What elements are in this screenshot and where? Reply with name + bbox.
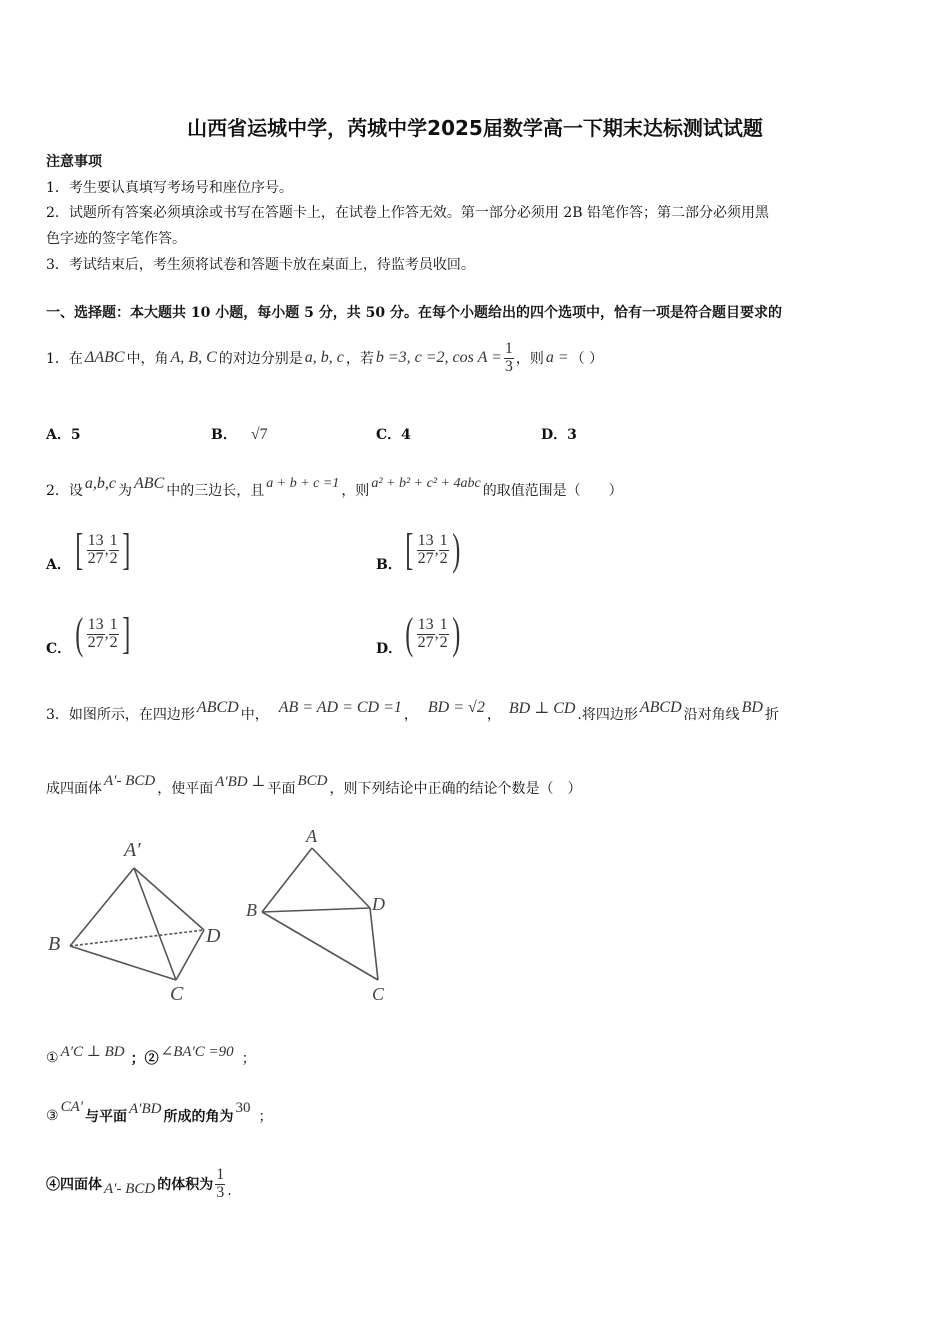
frac-num: 13 xyxy=(87,615,104,633)
q2-text: ，则 xyxy=(341,483,370,499)
q2-option-a-label[interactable]: A． xyxy=(46,557,71,573)
frac-num: 1 xyxy=(109,615,118,633)
tetrahedron-figure xyxy=(70,868,204,980)
frac-num: 13 xyxy=(417,531,434,549)
vertex-label: D xyxy=(206,925,221,947)
statement-2-expr: ∠BA′C =90 xyxy=(160,1043,234,1060)
q1-sides: a, b, c xyxy=(304,349,344,366)
q3-text: 沿对角线 xyxy=(683,707,740,723)
q2-text: 中的三边长，且 xyxy=(166,483,265,499)
option-value: √7 xyxy=(250,426,268,443)
quadrilateral-figure xyxy=(262,848,378,980)
statement-end: ； xyxy=(241,1051,256,1067)
q2-text: 的取值范围是（ ） xyxy=(482,483,623,499)
fraction xyxy=(109,533,119,568)
frac-den: 2 xyxy=(109,549,118,567)
notice-heading: 注意事项 xyxy=(46,154,102,170)
question-1 xyxy=(46,336,603,380)
q1-triangle: ΔABC xyxy=(84,349,125,366)
q3-cond-1: AB = AD = CD =1 xyxy=(278,699,402,716)
q2-condition: a + b + c =1 xyxy=(266,476,340,491)
option-label: B． xyxy=(211,427,237,443)
frac-den: 27 xyxy=(417,633,434,651)
edge-bd-hidden xyxy=(70,930,204,946)
q1-frac-den: 3 xyxy=(504,357,513,375)
q1-text: 的对边分别是 xyxy=(218,351,303,367)
option-value: 3 xyxy=(567,427,577,443)
frac-den: 2 xyxy=(439,633,448,651)
q3-text: 成四面体 xyxy=(46,781,102,797)
q3-cond-2: BD = √2 xyxy=(427,699,485,716)
q2-option-d-interval: ( $\frac{13}{27}$ , $\frac{1}{2}$ ) xyxy=(405,609,461,658)
notice-item-1: 1．考生要认真填写考场号和座位序号。 xyxy=(46,180,293,196)
option-value: 5 xyxy=(70,427,81,443)
vertex-label: C xyxy=(170,983,184,1005)
section-heading: 一、选择题：本大题共 10 小题，每小题 5 分，共 50 分。在每个小题给出的四个选项中，恰有一项是符合题目要求的 xyxy=(46,305,782,321)
q1-ask: a = xyxy=(545,349,569,366)
q1-text: ，则 xyxy=(515,351,544,367)
q3-text: 中， xyxy=(240,707,269,723)
q2-text: 为 xyxy=(118,483,133,499)
q3-plane-1: A′BD ⊥ xyxy=(215,773,266,790)
q3-text: ， xyxy=(403,707,418,723)
fraction xyxy=(87,533,105,568)
edge-ac xyxy=(134,868,176,980)
bracket: ] xyxy=(121,609,131,658)
edge-ab xyxy=(262,848,312,912)
edge-ab xyxy=(70,868,134,946)
statement-3 xyxy=(46,1096,272,1136)
q2-triangle: ABC xyxy=(134,475,165,492)
q3-text: 折 xyxy=(764,707,779,723)
q3-quad-2: ABCD xyxy=(639,699,682,716)
vertex-label: D xyxy=(372,894,385,914)
statement-text: 的体积为 xyxy=(157,1177,214,1193)
edge-bc xyxy=(70,946,176,980)
bracket: ] xyxy=(121,525,131,574)
notice-item-2-cont: 色字迹的签字笔作答。 xyxy=(46,231,186,247)
q1-option-a[interactable] xyxy=(46,424,81,444)
q1-text: 中，角 xyxy=(126,351,169,367)
vertex-label: C xyxy=(372,984,385,1004)
fraction xyxy=(417,533,435,568)
statement-mark: ④四面体 xyxy=(46,1177,102,1193)
statement-4-fraction xyxy=(215,1167,225,1202)
edge-dc xyxy=(370,908,378,980)
q1-paren: （ ） xyxy=(570,351,604,367)
statement-text: 所成的角为 xyxy=(163,1109,234,1125)
statement-4 xyxy=(46,1156,232,1212)
q1-angles: A, B, C xyxy=(170,349,217,366)
option-label: A． xyxy=(46,427,71,443)
bracket: ( xyxy=(75,609,84,658)
q3-text: .将四边形 xyxy=(577,707,638,723)
bracket: ( xyxy=(405,609,414,658)
frac-num: 1 xyxy=(216,1165,225,1183)
frac-den: 2 xyxy=(439,549,448,567)
q2-num: 2．设 xyxy=(46,483,83,499)
bracket: [ xyxy=(405,525,414,574)
bracket: [ xyxy=(75,525,84,574)
q2-option-c-interval: ( $\frac{13}{27}$ , $\frac{1}{2}$ ] xyxy=(75,609,131,658)
bracket: ) xyxy=(451,609,461,658)
statement-end: . xyxy=(227,1183,232,1199)
question-2 xyxy=(46,470,623,510)
statement-end: ； xyxy=(258,1109,273,1125)
frac-num: 13 xyxy=(417,615,434,633)
vertex-label: B xyxy=(48,933,61,955)
statement-4-expr: A′- BCD xyxy=(104,1180,156,1197)
option-label: C． xyxy=(376,427,402,443)
frac-den: 27 xyxy=(87,633,104,651)
statement-1-2 xyxy=(46,1038,256,1078)
statement-text: 与平面 xyxy=(85,1109,128,1125)
q1-conditions: b =3, c =2, cos A = xyxy=(375,349,502,366)
statement-3-plane: A′BD xyxy=(129,1100,162,1117)
statement-mark: ① xyxy=(46,1050,59,1066)
fraction xyxy=(439,533,449,568)
question-3-line-2 xyxy=(46,768,582,808)
q1-num: 1．在 xyxy=(46,351,83,367)
frac-den: 2 xyxy=(109,633,118,651)
frac-num: 1 xyxy=(439,615,448,633)
fraction xyxy=(417,617,435,652)
q1-fraction xyxy=(504,341,514,376)
edge-bd xyxy=(262,908,370,912)
page-title: 山西省运城中学，芮城中学2025届数学高一下期末达标测试试题 xyxy=(187,116,763,140)
frac-num: 1 xyxy=(109,531,118,549)
q3-diagonal: BD xyxy=(741,699,763,716)
option-label: D． xyxy=(541,427,568,443)
notice-item-3: 3．考试结束后，考生须将试卷和答题卡放在桌面上，待监考员收回。 xyxy=(46,257,475,273)
question-3 xyxy=(46,694,779,734)
frac-den: 27 xyxy=(417,549,434,567)
q3-text: ，使平面 xyxy=(157,781,214,797)
q1-frac-num: 1 xyxy=(504,339,513,357)
q3-text: 平面 xyxy=(267,781,296,797)
q1-option-b[interactable] xyxy=(211,414,268,444)
frac-den: 3 xyxy=(216,1183,225,1201)
q3-tetrahedron: A′- BCD xyxy=(104,772,156,789)
q2-option-d-label[interactable]: D． xyxy=(376,641,403,657)
bracket: ) xyxy=(451,525,461,574)
q1-text: ，若 xyxy=(345,351,374,367)
vertex-label: A′ xyxy=(124,839,141,861)
q3-text: ，则下列结论中正确的结论个数是（ ） xyxy=(329,781,582,797)
notice-item-2: 2．试题所有答案必须填涂或书写在答题卡上，在试卷上作答无效。第一部分必须用 2B 铅笔作答；第二部分必须用黑 xyxy=(46,205,769,221)
fraction xyxy=(439,617,449,652)
frac-den: 27 xyxy=(87,549,104,567)
edge-dc xyxy=(176,930,204,980)
frac-num: 1 xyxy=(439,531,448,549)
vertex-label: B xyxy=(246,900,257,920)
vertex-label: A xyxy=(306,826,317,846)
fraction xyxy=(87,617,105,652)
statement-3-expr: CA′ xyxy=(60,1098,84,1115)
q1-option-c[interactable] xyxy=(376,424,411,444)
q2-option-c-label[interactable]: C． xyxy=(46,641,72,657)
edge-ad xyxy=(134,868,204,930)
q2-option-a-interval: [ $\frac{13}{27}$ , $\frac{1}{2}$ ] xyxy=(75,525,131,574)
q2-vars: a,b,c xyxy=(84,475,117,492)
q2-expression: a² + b² + c² + 4abc xyxy=(371,476,481,491)
q3-quad: ABCD xyxy=(196,699,239,716)
q3-text: ， xyxy=(486,707,501,723)
statement-3-angle: 30 xyxy=(235,1099,251,1116)
option-value: 4 xyxy=(401,427,411,443)
frac-num: 13 xyxy=(87,531,104,549)
fraction xyxy=(109,617,119,652)
q3-plane-2: BCD xyxy=(297,772,328,789)
q3-figures xyxy=(40,820,420,1010)
q1-option-d[interactable] xyxy=(541,424,577,444)
statement-1-expr: A′C ⊥ BD xyxy=(60,1043,125,1060)
statement-sep: ；② xyxy=(130,1051,159,1067)
q2-option-b-interval: [ $\frac{13}{27}$ , $\frac{1}{2}$ ) xyxy=(405,525,461,574)
edge-ad xyxy=(312,848,370,908)
q2-option-b-label[interactable]: B． xyxy=(376,557,402,573)
q3-cond-3: BD ⊥ CD xyxy=(508,700,576,717)
q3-num: 3．如图所示，在四边形 xyxy=(46,707,195,723)
edge-bc xyxy=(262,912,378,980)
statement-mark: ③ xyxy=(46,1108,59,1124)
